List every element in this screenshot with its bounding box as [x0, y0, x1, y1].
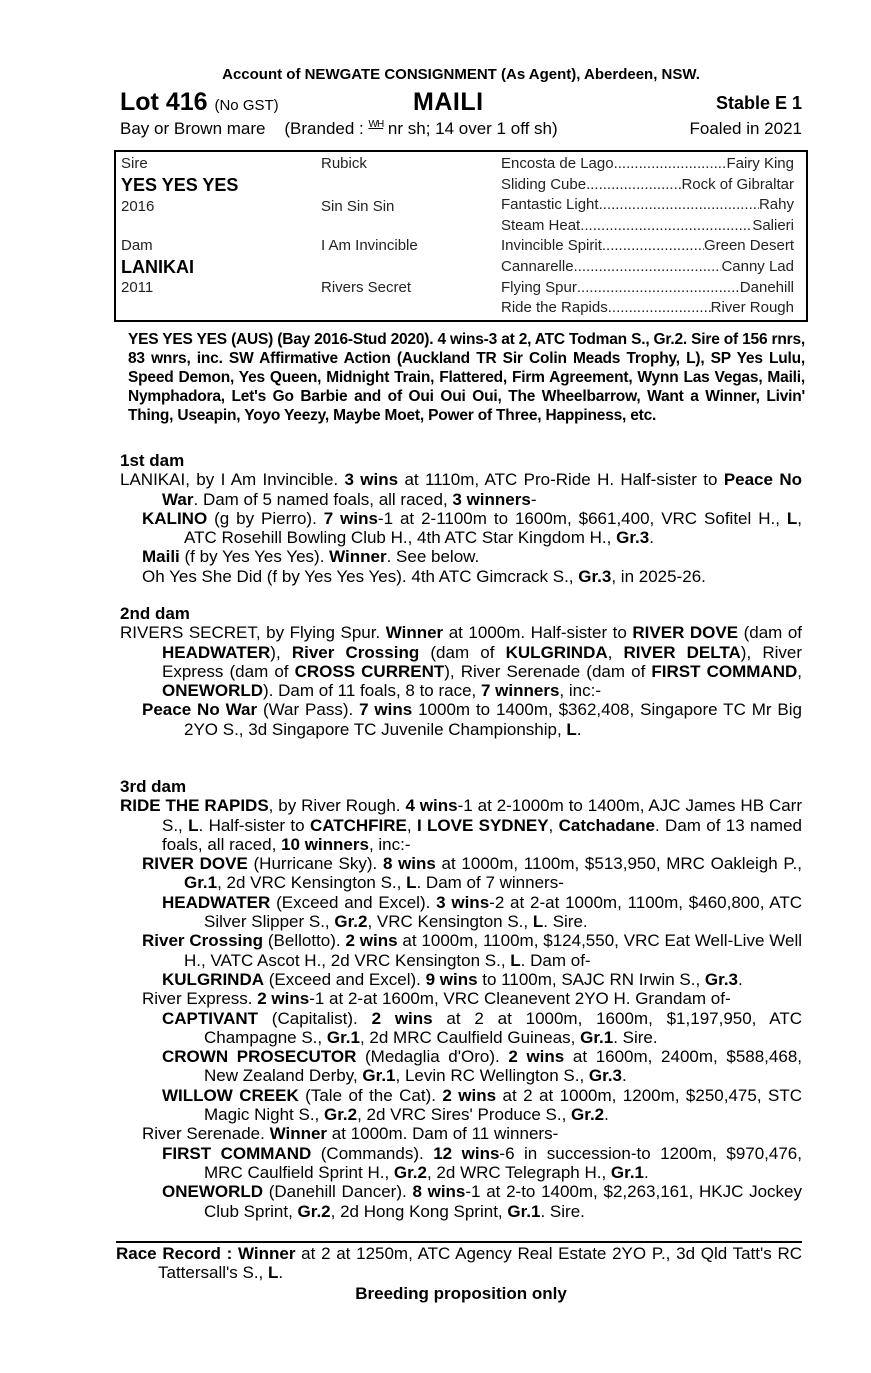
lot-header	[120, 88, 802, 118]
text-run: -1 at 2-1000m to 1400m, AJC James HB Carr S.,	[162, 796, 802, 835]
bold-text-run: L	[406, 873, 417, 893]
text-run: ), River Serenade (dam of	[444, 661, 652, 681]
bold-text-run: 3 wins	[344, 470, 399, 490]
text-run: , 2d VRC Kensington S.,	[217, 873, 407, 893]
text-run: ,	[548, 815, 559, 835]
text-run: , 2d WRC Telegraph H.,	[426, 1162, 611, 1182]
leader-dots	[574, 258, 722, 275]
bold-text-run: L	[268, 1263, 279, 1283]
ancestor-left: Fantastic Light	[501, 196, 599, 213]
ancestor-right: Rock of Gibraltar	[681, 176, 794, 193]
text-run: (g by Pierro).	[207, 508, 324, 528]
text-run: , 2d Hong Kong Sprint,	[330, 1201, 508, 1221]
text-run: . Dam of 7 winners-	[416, 873, 564, 893]
ancestor-right: Rahy	[758, 196, 794, 213]
text-run: .	[738, 969, 743, 989]
text-run: (Medaglia d'Oro).	[356, 1047, 509, 1067]
bold-text-run: CAPTIVANT	[162, 1008, 259, 1028]
ancestor-left: Cannarelle	[501, 258, 574, 275]
sire-year: 2016	[121, 198, 155, 215]
ancestor-row	[501, 196, 794, 213]
leader-dots	[599, 196, 759, 213]
horse-description	[120, 119, 802, 139]
foaled-year: Foaled in 2021	[689, 119, 802, 138]
text-run: -1 at 2-at 1600m, VRC Cleanevent 2YO H. Grandam of-	[309, 989, 731, 1009]
bold-text-run: Winner	[269, 1124, 328, 1144]
produce-entry	[120, 1086, 802, 1125]
leader-dots	[602, 237, 704, 254]
text-run: ,	[607, 642, 624, 662]
bold-text-run: RIVER DOVE	[142, 854, 248, 874]
gst-note: (No GST)	[214, 97, 279, 114]
text-run: . Dam of 13 named foals, all raced,	[162, 815, 802, 854]
ancestor-left: Ride the Rapids	[501, 299, 608, 316]
text-run: , inc:-	[559, 681, 601, 701]
bold-text-run: L	[532, 912, 544, 932]
bold-text-run: Gr.3	[578, 566, 612, 586]
ancestor-left: Sliding Cube	[501, 176, 587, 193]
text-run: (War Pass).	[257, 700, 360, 720]
bold-text-run: 2 wins	[442, 1085, 497, 1105]
text-run: .	[622, 1066, 627, 1086]
bold-text-run: 9 wins	[425, 969, 478, 989]
sire-label: Sire	[121, 155, 148, 172]
bold-text-run: 2 wins	[257, 989, 310, 1009]
produce-entry	[120, 700, 802, 739]
description-text-start: Bay or Brown mare (Branded :	[120, 119, 369, 138]
ancestor-row	[501, 217, 794, 234]
text-run: to 1100m, SAJC RN Irwin S.,	[477, 969, 705, 989]
ancestor-row	[501, 258, 794, 275]
ancestor-row	[501, 237, 794, 254]
ancestor-right: Green Desert	[703, 237, 794, 254]
produce-entry	[120, 893, 802, 932]
bold-text-run: Gr.1	[610, 1162, 645, 1182]
bold-text-run: 7 wins	[359, 700, 413, 720]
text-run: (Capitalist).	[258, 1008, 372, 1028]
bold-text-run: Gr.2	[334, 912, 368, 932]
pedigree-table	[114, 150, 808, 322]
sire-sire: Rubick	[321, 155, 367, 172]
bold-text-run: CROWN PROSECUTOR	[162, 1047, 357, 1067]
brand-mark: WH	[368, 119, 384, 130]
description-text-end: nr sh; 14 over 1 off sh)	[383, 119, 558, 138]
text-run: -1 at 2-to 1400m, $2,263,161, HKJC Jockey Club Sprint,	[204, 1182, 802, 1221]
bold-text-run: 4 wins	[405, 796, 458, 816]
breeding-note: Breeding proposition only	[355, 1284, 567, 1303]
text-run: . See below.	[386, 547, 480, 567]
text-run: at 1000m, 1100m, $513,950, MRC Oakleigh P.,	[435, 854, 802, 874]
text-run: (Exceed and Excel).	[264, 969, 426, 989]
text-run: River Express.	[142, 989, 258, 1009]
text-run: -6 in succession-to 1200m, $970,476, MRC Caulfield Sprint H.,	[204, 1143, 802, 1182]
consignor-line: Account of NEWGATE CONSIGNMENT (As Agent), Aberdeen, NSW.	[222, 66, 700, 83]
text-run: (dam of	[419, 642, 506, 662]
produce-entry	[120, 989, 802, 1008]
text-run: (Commands).	[311, 1143, 434, 1163]
ancestor-row	[501, 299, 794, 316]
text-run: -1 at 2-1100m to 1600m, $661,400, VRC Sofitel H.,	[377, 508, 787, 528]
text-run: . Sire.	[613, 1027, 658, 1047]
text-run: at 1000m. Dam of 11 winners-	[327, 1124, 559, 1144]
text-run: RIVERS SECRET, by Flying Spur.	[120, 623, 386, 643]
bold-text-run: KULGRINDA	[162, 969, 264, 989]
horse-name: MAILI	[413, 88, 484, 116]
text-run: , in 2025-26.	[611, 566, 706, 586]
bold-text-run: CATCHFIRE	[309, 815, 407, 835]
bold-text-run: WILLOW CREEK	[162, 1085, 299, 1105]
produce-entry	[120, 970, 802, 989]
bold-text-run: Winner	[329, 547, 387, 567]
ancestor-left: Steam Heat	[501, 217, 581, 234]
bold-text-run: KULGRINDA	[505, 642, 608, 662]
text-run: . Half-sister to	[198, 815, 310, 835]
text-run: at 2 at 1000m, 1600m, $1,197,950, ATC Champagne S.,	[204, 1008, 803, 1047]
bold-text-run: FIRST COMMAND	[162, 1143, 312, 1163]
bold-text-run: L	[188, 815, 199, 835]
ancestor-right: Danehill	[739, 279, 794, 296]
bold-text-run: 3 wins	[436, 892, 490, 912]
text-run: 1000m to 1400m, $362,408, Singapore TC Mr Big 2YO S., 3d Singapore TC Juvenile Championship,	[184, 700, 803, 739]
text-run: at 2 at 1000m, 1200m, $250,475, STC Magic Night S.,	[204, 1085, 802, 1125]
text-run: Oh Yes She Did (f by Yes Yes Yes). 4th ATC Gimcrack S.,	[142, 566, 579, 586]
ancestor-left: Encosta de Lago	[501, 155, 614, 172]
ancestor-row	[501, 279, 794, 296]
text-run: . Sire.	[540, 1201, 585, 1221]
bold-text-run: Gr.1	[362, 1066, 396, 1086]
bold-text-run: 2 wins	[371, 1008, 433, 1028]
leader-dots	[614, 155, 727, 172]
leader-dots	[577, 279, 740, 296]
produce-entry	[120, 1144, 802, 1183]
bold-text-run: L	[510, 950, 521, 970]
text-run: ,	[406, 815, 417, 835]
text-run: . Dam of 5 named foals, all raced,	[193, 489, 453, 509]
bold-text-run: Peace No War	[142, 700, 258, 720]
bold-text-run: Peace No War	[162, 470, 802, 509]
text-run: , VRC Kensington S.,	[367, 912, 533, 932]
second-dam-summary	[120, 623, 802, 700]
produce-entry	[120, 796, 802, 854]
third-dam-section	[120, 777, 802, 1221]
bold-text-run: RIVER DELTA	[623, 642, 741, 662]
bold-text-run: L	[786, 508, 798, 528]
bold-text-run: Gr.2	[324, 1105, 358, 1125]
leader-dots	[608, 299, 711, 316]
text-run: ). Dam of 11 foals, 8 to race,	[263, 681, 481, 701]
text-run: , inc:-	[368, 834, 411, 854]
dam-name: LANIKAI	[121, 257, 194, 277]
ancestor-right: Salieri	[752, 217, 794, 234]
bold-text-run: ONEWORLD	[162, 1182, 264, 1202]
text-run: (dam of	[738, 623, 803, 643]
text-run: , 2d MRC Caulfield Guineas,	[359, 1027, 581, 1047]
text-run: at 1110m, ATC Pro-Ride H. Half-sister to	[398, 470, 724, 490]
bold-text-run: 10 winners	[281, 834, 369, 854]
produce-entry	[120, 547, 802, 566]
bold-text-run: 8 wins	[382, 854, 436, 874]
bold-text-run: Maili	[142, 547, 180, 567]
bold-text-run: 2 wins	[345, 931, 398, 951]
bold-text-run: 8 wins	[412, 1182, 466, 1202]
dam-sire: I Am Invincible	[321, 237, 418, 254]
dam-year: 2011	[121, 279, 154, 296]
bold-text-run: L	[566, 719, 577, 739]
text-run: (Bellotto).	[263, 931, 346, 951]
bold-text-run: 7 winners	[481, 681, 560, 701]
text-run: -2 at 2-at 1000m, 1100m, $460,800, ATC Silver Slipper S.,	[204, 892, 803, 932]
bold-text-run: Winner	[385, 623, 444, 643]
bold-text-run: 3 winners	[452, 489, 531, 509]
first-dam-summary	[120, 470, 802, 509]
race-record	[116, 1241, 802, 1283]
bold-text-run: Gr.1	[580, 1027, 614, 1047]
bold-text-run: River Crossing	[142, 931, 264, 951]
produce-entry	[120, 854, 802, 893]
bold-text-run: 2 wins	[508, 1047, 565, 1067]
bold-text-run: Gr.1	[507, 1201, 541, 1221]
stable-location: Stable E 1	[715, 93, 802, 113]
dam-dam: Rivers Secret	[321, 279, 412, 296]
bold-text-run: Gr.2	[393, 1162, 427, 1182]
sire-summary: YES YES YES (AUS) (Bay 2016-Stud 2020). 4 wins-3 at 2, ATC Todman S., Gr.2. Sire of 156 rnrs, 83 wnrs, inc. SW Affirmative Action (Auckland TR Sir Colin Meads Trophy, L), SP Yes Lulu, Speed Demon, Yes Queen, Midnight Train, Flattered, Firm Agreement, Wynn Las Vegas, Maili, Nymphadora, Let's Go Barbie and of Oui Oui Oui, The Wheelbarrow, Want a Winner, Livin' Thing, Useapin, Yoyo Yeezy, Maybe Moet, Power of Three, Happiness, etc.	[128, 331, 805, 424]
text-run: . Sire.	[543, 912, 588, 932]
text-run: (Hurricane Sky).	[247, 854, 383, 874]
leader-dots	[580, 217, 752, 234]
bold-text-run: Gr.1	[326, 1027, 360, 1047]
bold-text-run: I LOVE SYDNEY	[416, 815, 549, 835]
text-run: , 2d VRC Sires' Produce S.,	[357, 1105, 572, 1125]
ancestor-left: Invincible Spirit	[501, 237, 602, 254]
ancestor-right: Canny Lad	[721, 258, 794, 275]
first-dam-heading: 1st dam	[120, 451, 185, 470]
sire-dam: Sin Sin Sin	[321, 198, 395, 215]
bold-text-run: Gr.2	[297, 1201, 331, 1221]
bold-text-run: Race Record : Winner	[116, 1244, 296, 1263]
bold-text-run: Gr.3	[616, 528, 650, 548]
text-run: .	[604, 1105, 609, 1125]
leader-dots	[586, 176, 681, 193]
bold-text-run: HEADWATER	[162, 642, 271, 662]
third-dam-entries	[120, 796, 802, 1221]
text-run: ), River Express (dam of	[162, 642, 802, 681]
text-run: LANIKAI, by I Am Invincible.	[120, 470, 345, 490]
text-run: ),	[270, 642, 292, 662]
bold-text-run: 7 wins	[323, 508, 378, 528]
lot-label: Lot 416	[120, 88, 208, 116]
text-run: at 1000m, 1100m, $124,550, VRC Eat Well-Live Well H., VATC Ascot H., 2d VRC Kensington S.,	[184, 931, 802, 970]
produce-entry	[120, 931, 802, 970]
ancestor-row	[501, 176, 794, 193]
second-dam-heading: 2nd dam	[120, 604, 190, 623]
text-run: .	[644, 1162, 649, 1182]
ancestor-left: Flying Spur	[501, 279, 577, 296]
bold-text-run: Gr.1	[184, 873, 218, 893]
text-run: (Danehill Dancer).	[263, 1182, 413, 1202]
bold-text-run: River Crossing	[291, 642, 420, 662]
bold-text-run: RIVER DOVE	[632, 623, 739, 643]
ancestor-row	[501, 155, 794, 172]
text-run: River Serenade.	[142, 1124, 270, 1144]
first-dam-section	[120, 451, 802, 586]
text-run: (f by Yes Yes Yes).	[179, 547, 330, 567]
produce-entry	[120, 1124, 802, 1143]
third-dam-heading: 3rd dam	[120, 777, 187, 796]
bold-text-run: RIDE THE RAPIDS	[120, 796, 269, 816]
text-run: ,	[797, 661, 802, 681]
text-run: , by River Rough.	[268, 796, 406, 816]
produce-entry	[120, 1047, 802, 1086]
dam-label: Dam	[121, 237, 153, 254]
text-run: , Levin RC Wellington S.,	[395, 1066, 589, 1086]
sire-name: YES YES YES	[121, 175, 239, 195]
text-run: -	[530, 489, 537, 509]
bold-text-run: 12 wins	[433, 1143, 500, 1163]
produce-entry	[120, 1009, 802, 1048]
ancestor-right: Fairy King	[726, 155, 794, 172]
ancestor-right: River Rough	[710, 299, 794, 316]
text-run: at 1000m. Half-sister to	[443, 623, 633, 643]
produce-entry	[120, 567, 802, 586]
produce-entry	[120, 1182, 802, 1221]
text-run: .	[278, 1263, 284, 1283]
bold-text-run: FIRST COMMAND	[651, 661, 798, 681]
text-run: (Tale of the Cat).	[298, 1085, 443, 1105]
bold-text-run: KALINO	[142, 508, 208, 528]
text-run: at 1600m, 2400m, $588,468, New Zealand Derby,	[204, 1047, 802, 1086]
second-dam-section	[120, 604, 802, 739]
bold-text-run: HEADWATER	[162, 892, 271, 912]
bold-text-run: ONEWORLD	[162, 681, 264, 701]
text-run: .	[576, 719, 582, 739]
text-run: (Exceed and Excel).	[270, 892, 437, 912]
bold-text-run: Gr.3	[704, 969, 739, 989]
text-run: at 2 at 1250m, ATC Agency Real Estate 2YO P., 3d Qld Tatt's RC Tattersall's S.,	[158, 1244, 803, 1283]
text-run: . Dam of-	[520, 950, 591, 970]
produce-entry	[120, 509, 802, 548]
bold-text-run: CROSS CURRENT	[294, 661, 445, 681]
bold-text-run: Gr.3	[588, 1066, 622, 1086]
lot-number	[120, 88, 279, 117]
bold-text-run: Catchadane	[558, 815, 655, 835]
text-run: , ATC Rosehill Bowling Club H., 4th ATC Star Kingdom H.,	[184, 508, 802, 548]
text-run: .	[649, 528, 654, 548]
race-record-text	[116, 1244, 802, 1283]
bold-text-run: Gr.2	[571, 1105, 605, 1125]
